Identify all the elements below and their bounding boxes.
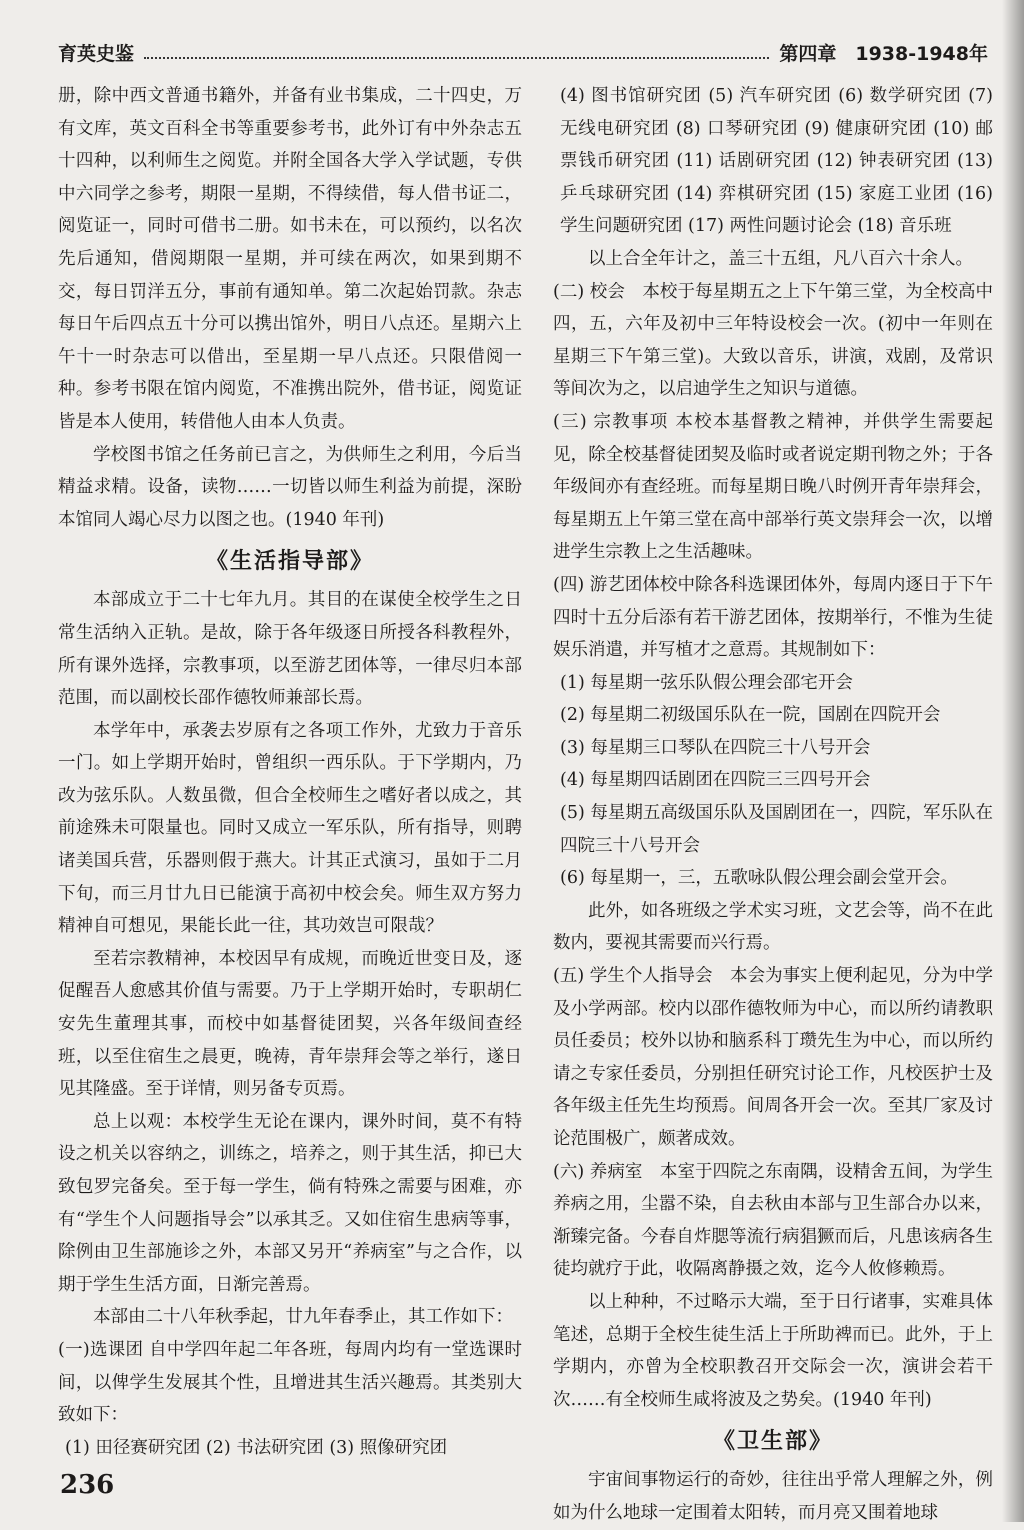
- paragraph: 宇宙间事物运行的奇妙，往往出乎常人理解之外，例如为什么地球一定围着太阳转，而月亮又围着地球: [553, 1470, 993, 1523]
- paragraph: 至若宗教精神，本校因早有成规，而晚近世变日及，逐促醒吾人愈感其价值与需要。乃于上学期开始时，专职胡仁安先生董理其事，而校中如基督徒团契，兴各年级间查经班，以至住宿生之晨更，晚祷，青年崇拜会等之举行，遂日见其隆盛。至于详情，则另备专页焉。: [58, 948, 522, 1100]
- list-item: (4) 每星期四话剧团在四院三三四号开会: [560, 770, 871, 791]
- paragraph: (五) 学生个人指导会 本会为事实上便利起见，分为中学及小学两部。校内以邵作德牧师为中心，而以所约请教职员任委员；校外以协和脑系科丁瓒先生为中心，而以所约请之专家任委员，分别担任研究讨论工作，凡校医护士及各年级主任先生均预焉。间周各开会一次。至其厂家及讨论范围极广，颇著成效。: [553, 966, 993, 1149]
- page-number: 236: [60, 1470, 115, 1500]
- paragraph: 本部由二十八年秋季起，廿九年春季止，其工作如下：: [93, 1307, 513, 1328]
- list-item: (2) 每星期二初级国乐队在一院，国剧在四院开会: [560, 705, 941, 726]
- header-dotted-rule: [144, 45, 769, 59]
- paragraph: 册，除中西文普通书籍外，并备有业书集成，二十四史，万有文库，英文百科全书等重要参考书，此外订有中外杂志五十四种，以利师生之阅览。并附全国各大学入学试题，专供中六同学之参考，期限一星期，不得续借，每人借书证二，阅览证一，同时可借书二册。如书未在，可以预约，以名次先后通知，借阅期限一星期，并可续在两次，如果到期不交，每日罚洋五分，事前有通知单。第二次起始罚款。杂志每日午后四点五十分可以携出馆外，明日八点还。星期六上午十一时杂志可以借出，至星期一早八点还。只限借阅一种。参考书限在馆内阅览，不准携出院外，借书证，阅览证皆是本人使用，转借他人由本人负责。: [58, 86, 522, 432]
- paragraph: 本学年中，承袭去岁原有之各项工作外，尤致力于音乐一门。如上学期开始时，曾组织一西乐队。于下学期内，乃改为弦乐队。人数虽微，但合全校师生之嗜好者以成之，其前途殊未可限量也。同时又成立一军乐队，所有指导，则聘诸美国兵营，乐器则假于燕大。计其正式演习，虽如于二月下旬，而三月廿九日已能演于高初中校会矣。师生双方努力精神自可想见，果能长此一往，其功效岂可限哉？: [58, 720, 522, 937]
- right-column: [553, 80, 993, 1530]
- paragraph: 本部成立于二十七年九月。其目的在谋使全校学生之日常生活纳入正轨。是故，除于各年级逐日所授各科教程外，所有课外选择，宗教事项，以至游艺团体等，一律尽归本部范围，而以副校长邵作德牧师兼部长焉。: [58, 590, 522, 709]
- book-title: 育英史鉴: [58, 42, 135, 65]
- paragraph: (四) 游艺团体校中除各科选课团体外，每周内逐日于下午四时十五分后添有若干游艺团体，按期举行，不惟为生徒娱乐消遣，并写植才之意焉。其规制如下：: [553, 574, 993, 661]
- list-item: (6) 每星期一，三，五歌咏队假公理会副会堂开会。: [560, 868, 958, 889]
- paragraph: 总上以观：本校学生无论在课内，课外时间，莫不有特设之机关以容纳之，训练之，培养之，则于其生活，抑已大致包罗完备矣。至于每一学生，倘有特殊之需要与困难，亦有“学生个人问题指导会”以承其乏。又如住宿生患病等事，除例由卫生部施诊之外，本部又另开“养病室”与之合作，以期于学生生活方面，日渐完善焉。: [58, 1111, 522, 1295]
- left-column: [58, 80, 522, 1464]
- paragraph: 以上种种，不过略示大端，至于日行诸事，实难具体笔述，总期于全校生徒生活上于所助裨而已。此外，于上学期内，亦曾为全校职教召开交际会一次，演讲会若干次……有全校师生咸将波及之势矣。(1940 年刊): [553, 1291, 993, 1410]
- page-edge-shadow: [1002, 0, 1024, 1522]
- paragraph: (三) 宗教事项 本校本基督教之精神，并供学生需要起见，除全校基督徒团契及临时或者说定期刊物之外；于各年级间亦有查经班。而每星期日晚八时例开青年崇拜会，每星期五上午第三堂在高中部举行英文崇拜会一次，以增进学生宗教上之生活趣味。: [553, 411, 993, 563]
- list-item: (1) 田径赛研究团 (2) 书法研究团 (3) 照像研究团: [65, 1437, 448, 1458]
- chapter-title: 第四章 1938-1948年: [779, 42, 988, 65]
- paragraph: (4) 图书馆研究团 (5) 汽车研究团 (6) 数学研究团 (7) 无线电研究团 (8) 口琴研究团 (9) 健康研究团 (10) 邮票钱币研究团 (11) 话剧研究团 (12) 钟表研究团 (13) 乒乓球研究团 (14) 弈棋研究团 (15) 家庭工业团 (16) 学生问题研究团 (17) 两性问题讨论会 (18) 音乐班: [560, 86, 993, 237]
- section-heading: 《生活指导部》: [205, 549, 374, 575]
- paragraph: (二) 校会 本校于每星期五之上下午第三堂，为全校高中四，五，六年及初中三年特设校会一次。(初中一年则在星期三下午第三堂)。大致以音乐，讲演，戏剧，及常识等间次为之，以启迪学生之知识与道德。: [553, 281, 993, 400]
- paragraph: 此外，如各班级之学术实习班，文艺会等，尚不在此数内，要视其需要而兴行焉。: [553, 900, 993, 954]
- running-header: [58, 38, 988, 66]
- paragraph: 以上合全年计之，盖三十五组，凡八百六十余人。: [588, 248, 973, 269]
- list-item: (5) 每星期五高级国乐队及国剧团在一，四院，军乐队在四院三十八号开会: [560, 803, 993, 856]
- paragraph: (六) 养病室 本室于四院之东南隅，设精舍五间，为学生养病之用，尘嚣不染，自去秋由本部与卫生部合办以来，渐臻完备。今春自炸腮等流行病猖獗而后，凡患该病各生徒均就疗于此，收隔离静摄之效，迄今人攸修赖焉。: [553, 1161, 993, 1280]
- list-item: (3) 每星期三口琴队在四院三十八号开会: [560, 737, 871, 758]
- section-heading: 《卫生部》: [712, 1429, 833, 1455]
- list-item: (1) 每星期一弦乐队假公理会邵宅开会: [560, 672, 853, 693]
- paragraph: 学校图书馆之任务前已言之，为供师生之利用，今后当精益求精。设备，读物……一切皆以师生利益为前提，深盼本馆同人竭心尽力以图之也。(1940 年刊): [58, 444, 522, 530]
- paragraph: (一)选课团 自中学四年起二年各班，每周内均有一堂选课时间，以俾学生发展其个性，且增进其生活兴趣焉。其类别大致如下：: [58, 1339, 522, 1426]
